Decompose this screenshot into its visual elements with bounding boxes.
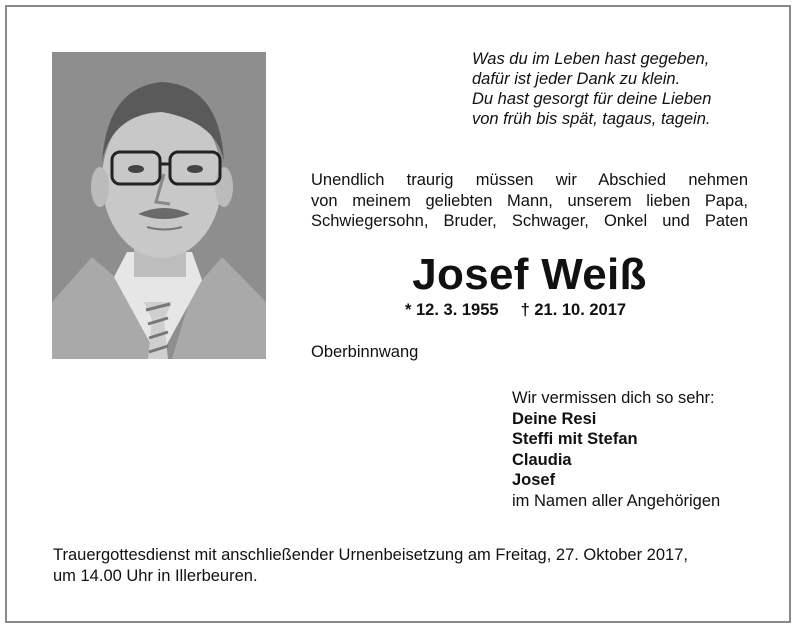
portrait-photo — [52, 52, 266, 359]
service-line: Trauergottesdienst mit anschließender Urnenbeisetzung am Freitag, 27. Oktober 2017, — [53, 546, 688, 564]
mourner-name: Josef — [512, 471, 556, 489]
birth-date: * 12. 3. 1955 — [405, 301, 499, 319]
death-date: † 21. 10. 2017 — [520, 301, 627, 319]
mourner-name: Steffi mit Stefan — [512, 430, 638, 448]
mourner-name: Claudia — [512, 450, 572, 469]
portrait-illustration — [52, 52, 266, 359]
announcement-line: Schwiegersohn, Bruder, Schwager, Onkel und Paten — [311, 212, 748, 230]
deceased-name: Josef Weiß — [412, 250, 647, 299]
service-line: um 14.00 Uhr in Illerbeuren. — [53, 566, 258, 585]
mourners-lead: Wir vermissen dich so sehr: — [512, 389, 715, 407]
announcement-line: Unendlich traurig müssen wir Abschied nehmen — [311, 171, 748, 189]
announcement-line: von meinem geliebten Mann, unserem lieben Papa, — [311, 191, 748, 210]
mourners-trail: im Namen aller Angehörigen — [512, 491, 721, 510]
poem-line: von früh bis spät, tagaus, tagein. — [472, 110, 711, 128]
life-dates — [405, 301, 626, 320]
announcement-text — [311, 170, 748, 232]
mourner-name: Deine Resi — [512, 409, 597, 428]
memorial-poem — [472, 49, 772, 129]
mourners-block — [512, 388, 720, 511]
poem-line: dafür ist jeder Dank zu klein. — [472, 70, 681, 88]
service-info — [53, 545, 753, 586]
poem-line: Du hast gesorgt für deine Lieben — [472, 90, 712, 108]
residence-place: Oberbinnwang — [311, 343, 419, 361]
poem-line: Was du im Leben hast gegeben, — [472, 50, 710, 68]
